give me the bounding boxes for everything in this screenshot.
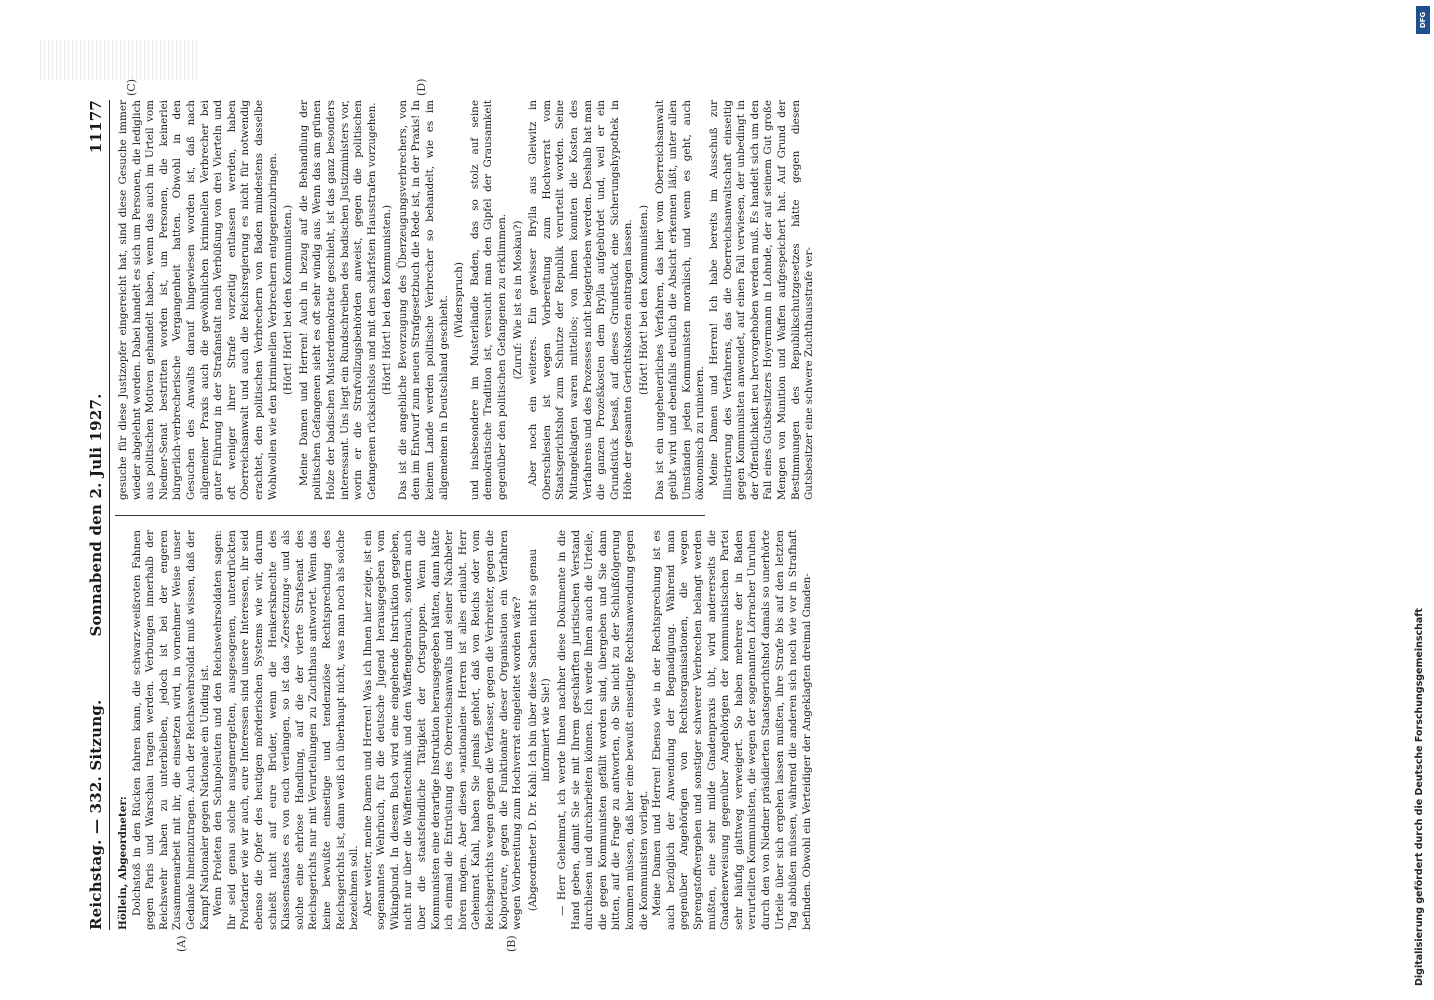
right-column xyxy=(117,100,817,500)
paragraph: Dolchstoß in den Rücken fahren kann, die schwarz-weißroten Fahnen gegen Paris und Warschau tragen werden. Verbungen innerhalb der Reichswehr haben zu unterbleiben, jedoch ist bei der engeren Zusammenarbeit mit ihr, die einsetzen wird, in vornehmer Weise unser Gedanke hineinzutragen. Auch der Reichswehrsoldat muß wissen, daß der Kampf Nationaler gegen Nationale ein Unding ist. xyxy=(130,530,211,930)
header-date: Sonnabend den 2. Juli 1927. xyxy=(87,393,105,637)
dfg-logo: DFG xyxy=(1416,6,1430,34)
page-number: 11177 xyxy=(87,100,105,154)
paragraph: Meine Damen und Herren! Ebenso wie in der Rechtsprechung ist es auch bezüglich der Anwendung der Begnadigung. Während man gegenüber Angehörigen von Rechtsorganisationen, die wegen Sprengstoffvergehen und sonstiger schwerer Verbrechen belangt werden mußten, eine sehr milde Gnadenpraxis übt, wird andererseits die Gnadenerweisung gegenüber Angehörigen der kommunistischen Partei sehr häufig glattweg verweigert. So haben mehrere der in Baden verurteilten Kommunisten, die wegen der sogenannten Lörracher Unruhen durch den von Niedner präsidierten Staatsgerichtshof damals so unerhörte Urteile über sich ergehen lassen mußten, ihre Strafe bis auf den letzten Tag abbüßen müssen, während die anderen sich noch wie vor in Strafhaft befinden. Obwohl ein Verteidiger der Angeklagten dreimal Gnaden- xyxy=(651,530,813,930)
left-column xyxy=(117,530,814,930)
digitization-note-text: Digitalisierung gefördert durch die Deutsche Forschungsgemeinschaft xyxy=(1414,608,1425,986)
column-divider xyxy=(115,515,705,516)
paragraph: Aber weiter, meine Damen und Herren! Was ich Ihnen hier zeige, ist ein sogenanntes Wehrbuch, für die deutsche Jugend herausgegeben vom Wikingbund. In diesem Buch wird eine eingehende Instruktion gegeben, nicht nur über die Waffentechnik und den Waffengebrauch, sondern auch über die staatsfeindliche Tätigkeit der Ortsgruppen. Wenn die Kommunisten eine derartige Instruktion herausgegeben hätten, dann hätte ich einmal die Entrüstung des Oberreichsanwalts und seiner Nachbeter hören mögen. Aber diesen »nationalen« Herren ist alles erlaubt. Herr Geheimrat Kahl, haben Sie jemals gehört, daß von Reichs oder vom Reichsgerichts wegen gegen die Verfasser, gegen die Verbreiter, gegen die Kolporteure, gegen die Funktionäre dieser Organisation ein Verfahren wegen Vorbereitung zum Hochverrat eingeleitet worden wäre? xyxy=(361,530,524,930)
margin-marker-a: (A) xyxy=(175,935,188,952)
paragraph: Meine Damen und Herren! Ich habe bereits im Ausschuß zur Illustrierung des Verfahrens, das die Oberreichsanwaltschaft einseitig gegen Kommunisten anwendet, auf einen Fall verwiesen, der unbedingt in der Öffentlichkeit neu hervorgehoben werden muß. Es handelt sich um den Fall eines Gutsbesitzers Hoyermann in Lohnde, der auf seinem Gut große Mengen von Munition und Waffen aufgespeichert hat. Auf Grund der Bestimmungen des Republikschutzgesetzes hätte gegen diesen Gutsbesitzer eine schwere Zuchthausstrafe ver- xyxy=(707,100,816,500)
margin-marker-c: (C) xyxy=(125,79,138,96)
page-header xyxy=(85,100,109,930)
interjection: (Widerspruch) xyxy=(453,262,466,338)
header-left: Reichstag. — 332. Sitzung. xyxy=(87,699,105,930)
margin-marker-d: (D) xyxy=(415,78,428,96)
scan-smudge xyxy=(40,40,200,80)
header-rule xyxy=(109,100,110,930)
speaker-name: Höllein, Abgeordneter: xyxy=(117,796,129,930)
interjection: (Hört! Hört! bei den Kommunisten.) xyxy=(381,205,394,396)
paragraph: Das ist ein ungeheuerliches Verfahren, das hier vom Oberreichsanwalt geübt wird und ebenfalls deutlich die Absicht erkennen läßt, unter allen Umständen jeden Kommunisten moralisch, und wenn es geht, auch ökonomisch zu ruinieren. xyxy=(653,100,707,500)
paragraph: — Herr Geheimrat, ich werde Ihnen nachher diese Dokumente in die Hand geben, damit Sie sie mit Ihrem geschärften juristischen Verstand durchlesen und durcharbeiten können. Ich werde Ihnen auch die Urteile, die gegen Kommunisten gefällt worden sind, übergeben und Sie dann bitten, auf die Frage zu antworten, ob Sie nicht zu der Schlußfolgerung kommen müssen, daß hier eine bewußt einseitige Rechtsanwendung gegen die Kommunisten vorliegt. xyxy=(556,530,650,930)
paragraph: und insbesondere im Musterländle Baden, das so stolz auf seine demokratische Tradition ist, versucht man den Gipfel der Grausamkeit gegenüber den politischen Gefangenen zu erklimmen. xyxy=(468,100,509,500)
interjection: (Hört! Hört! bei den Kommunisten.) xyxy=(637,205,650,396)
interjection: (Abgeordneter D. Dr. Kahl: Ich bin über diese Sachen nicht so genau informiert wie Sie!) xyxy=(526,548,553,912)
interjection: (Zuruf: Wie ist es in Moskau?) xyxy=(511,220,524,380)
paragraph: Aber noch ein weiteres. Ein gewisser Brylla aus Gleiwitz in Oberschlesien ist wegen Vorbereitung zum Hochverrat vom Staatsgerichtshof zum Schutze der Republik verurteilt worden. Seine Mitangeklagten waren mittellos; von ihnen konnten die Kosten des Verfahrens und des Prozesses nicht beigetrieben werden. Deshalb hat man die ganzen Prozeßkosten dem Brylla aufgebürdet und, weil er ein Grundstück besaß, auf dieses Grundstück eine Sicherungshypothek in Höhe der gesamten Gerichtskosten eintragen lassen. xyxy=(527,100,635,500)
paragraph: gesuche für diese Justizopfer eingereicht hat, sind diese Gesuche immer wieder abgelehnt worden. Dabei handelt es sich um Personen, die lediglich aus politischen Motiven gehandelt haben, wenn das auch im Urteil vom Niedner-Senat bestritten worden ist, um Personen, die keinerlei bürgerlich-verbrecherische Vergangenheit hatten. Obwohl in den Gesuchen des Anwalts darauf hingewiesen worden ist, daß nach allgemeiner Praxis auch die gewöhnlichen kriminellen Verbrecher bei guter Führung in der Strafanstalt nach Verbüßung von drei Vierteln und oft weniger ihrer Strafe vorzeitig entlassen werden, haben Oberreichsanwalt und auch die Reichsregierung es nicht für notwendig erachtet, den politischen Verbrechern von Baden mindestens dasselbe Wohlwollen wie den kriminellen Verbrechern entgegenzubringen. xyxy=(117,100,279,500)
paragraph: Meine Damen und Herren! Auch in bezug auf die Behandlung der politischen Gefangenen sieht es oft sehr windig aus. Wenn das am grünen Holze der badischen Musterdemokratie geschieht, ist das ganz besonders interessant. Uns liegt ein Rundschreiben des badischen Justizministers vor, worin er die Strafvollzugsbehörden anweist, gegen die politischen Gefangenen rücksichtslos und mit den schärfsten Hausstrafen vorzugehen. xyxy=(297,100,378,500)
rotated-page xyxy=(85,78,816,952)
digitization-note xyxy=(1414,6,1432,996)
paragraph: Das ist die angebliche Bevorzugung des Überzeugungsverbrechers, von dem im Entwurf zum neuen Strafgesetzbuch die Rede ist, in der Praxis! In keinem Lande werden politische Verbrecher so behandelt, wie es im allgemeinen in Deutschland geschieht. xyxy=(396,100,450,500)
paragraph: Wenn Proleten den Schupoleuten und den Reichswehrsoldaten sagen: Ihr seid genau solche ausgemergelten, ausgesogenen, unterdrückten Proletarier wie wir auch, eure Interessen sind unsere Interessen, ihr seid ebenso die Opfer des heutigen mörderischen Systems wie wir, darum schießt nicht auf eure Brüder, wenn die Henkersknechte des Klassenstaates es von euch verlangen, so ist das »Zersetzung« und als solche eine ehrlose Handlung, auf die der vierte Strafsenat des Reichsgerichts nur mit Verurteilungen zu Zuchthaus antwortet. Wenn das keine bewußte einseitige und tendenziöse Rechtsprechung des Reichsgerichts ist, dann weiß ich überhaupt nicht, was man noch als solche bezeichnen soll. xyxy=(212,530,361,930)
interjection: (Hört! Hört! bei den Kommunisten.) xyxy=(282,205,295,396)
margin-marker-b: (B) xyxy=(505,935,518,952)
